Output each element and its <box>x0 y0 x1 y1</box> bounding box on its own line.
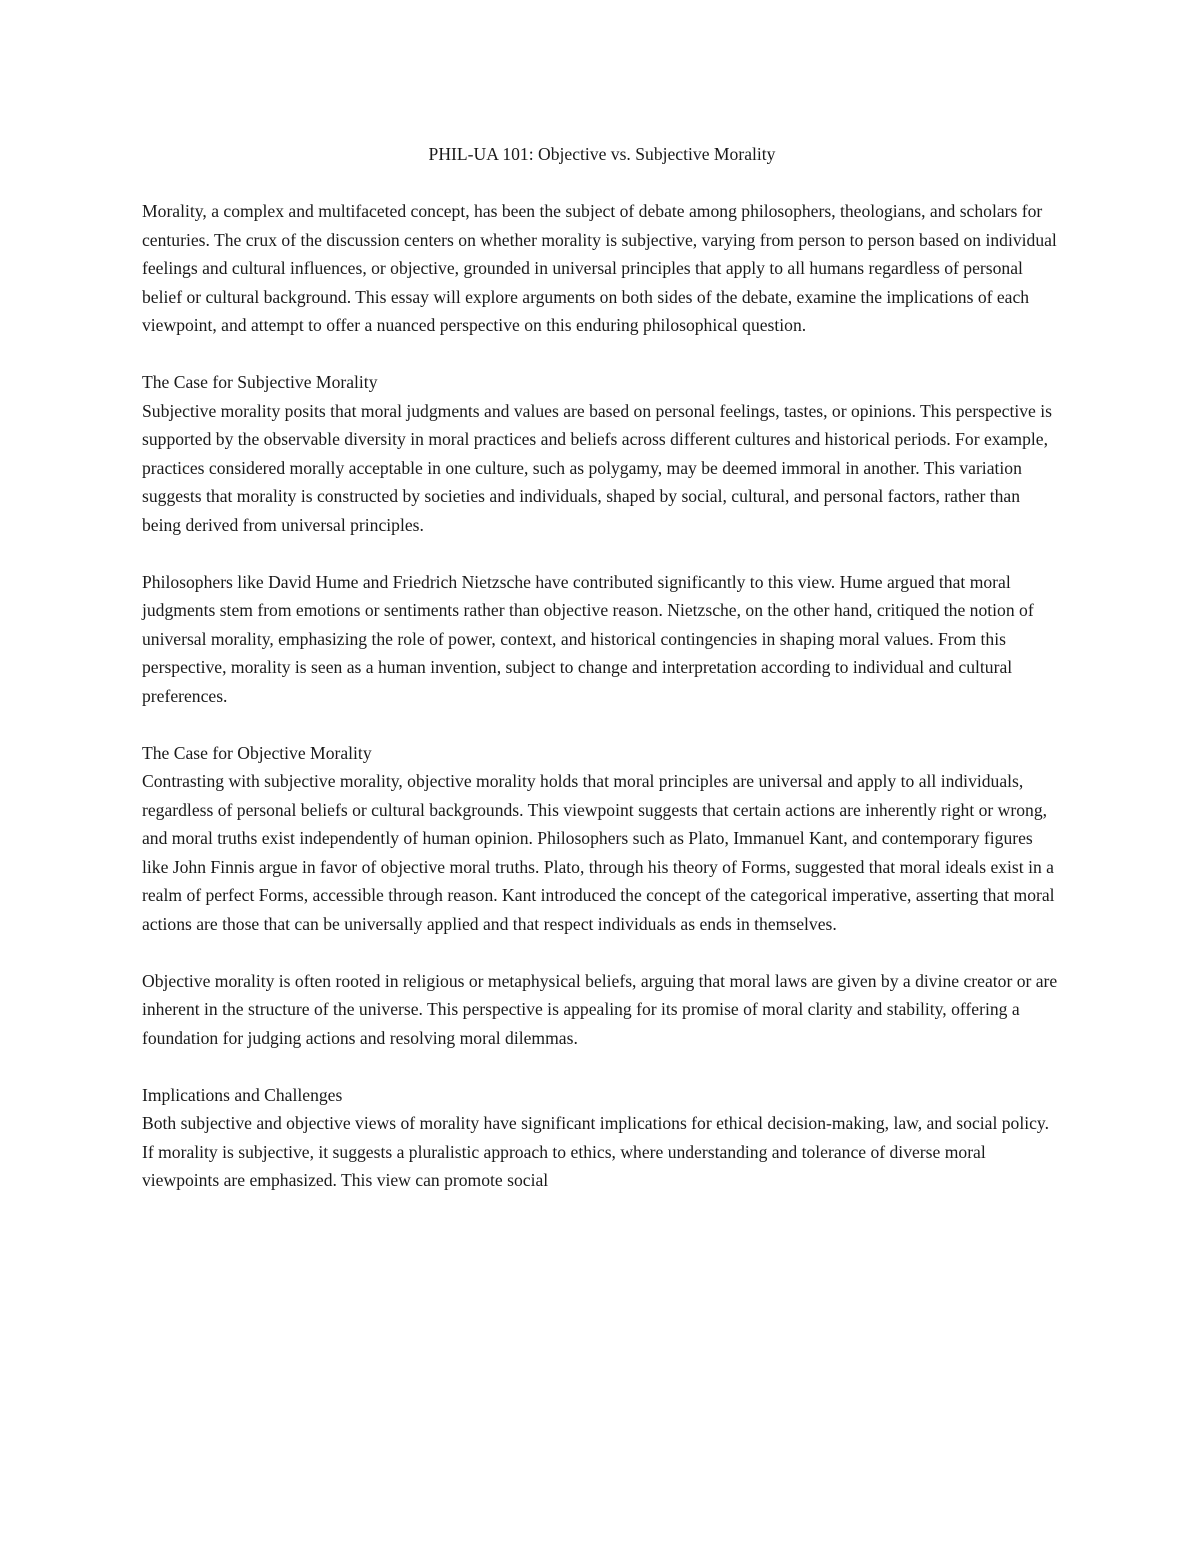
section-heading: Implications and Challenges <box>142 1084 343 1105</box>
document-title: PHIL-UA 101: Objective vs. Subjective Morality <box>428 144 776 164</box>
document-body <box>142 140 1062 1195</box>
section-paragraph: Philosophers like David Hume and Friedrich Nietzsche have contributed significantly to this view. Hume argued that moral judgments stem from emotions or sentiments rather than objective reason. Nietzsche, on the other hand, critiqued the notion of universal morality, emphasizing the role of power, context, and historical contingencies in shaping moral values. From this perspective, morality is seen as a human invention, subject to change and interpretation according to individual and cultural preferences. <box>142 571 1034 706</box>
section-heading: The Case for Subjective Morality <box>142 372 378 392</box>
section-paragraph: Contrasting with subjective morality, objective morality holds that moral principles are universal and apply to all individuals, regardless of personal beliefs or cultural backgrounds. This viewpoint suggests that certain actions are inherently right or wrong, and moral truths exist independently of human opinion. Philosophers such as Plato, Immanuel Kant, and contemporary figures like John Finnis argue in favor of objective moral truths. Plato, through his theory of Forms, suggested that moral ideals exist in a realm of perfect Forms, accessible through reason. Kant introduced the concept of the categorical imperative, asserting that moral actions are those that can be universally applied and that respect individuals as ends in themselves. <box>142 771 1055 934</box>
section-implications <box>142 1081 1062 1195</box>
section-paragraph: Both subjective and objective views of morality have significant implications for ethical decision-making, law, and social policy. If morality is subjective, it suggests a pluralistic approach to ethics, where understanding and tolerance of diverse moral viewpoints are emphasized. This view can promote social <box>142 1113 1049 1190</box>
section-paragraph: Subjective morality posits that moral judgments and values are based on personal feelings, tastes, or opinions. This perspective is supported by the observable diversity in moral practices and beliefs across different cultures and historical periods. For example, practices considered morally acceptable in one culture, such as polygamy, may be deemed immoral in another. This variation suggests that morality is constructed by societies and individuals, shaped by social, cultural, and personal factors, rather than being derived from universal principles. <box>142 400 1052 535</box>
section-subjective <box>142 368 1062 710</box>
section-heading: The Case for Objective Morality <box>142 742 372 763</box>
section-objective <box>142 739 1062 1053</box>
intro-paragraph: Morality, a complex and multifaceted concept, has been the subject of debate among philosophers, theologians, and scholars for centuries. The crux of the discussion centers on whether morality is subjective, varying from person to person based on individual feelings and cultural influences, or objective, grounded in universal principles that apply to all humans regardless of personal belief or cultural background. This essay will explore arguments on both sides of the debate, examine the implications of each viewpoint, and attempt to offer a nuanced perspective on this enduring philosophical question. <box>142 201 1057 335</box>
section-paragraph: Objective morality is often rooted in religious or metaphysical beliefs, arguing that moral laws are given by a divine creator or are inherent in the structure of the universe. This perspective is appealing for its promise of moral clarity and stability, offering a foundation for judging actions and resolving moral dilemmas. <box>142 970 1058 1048</box>
